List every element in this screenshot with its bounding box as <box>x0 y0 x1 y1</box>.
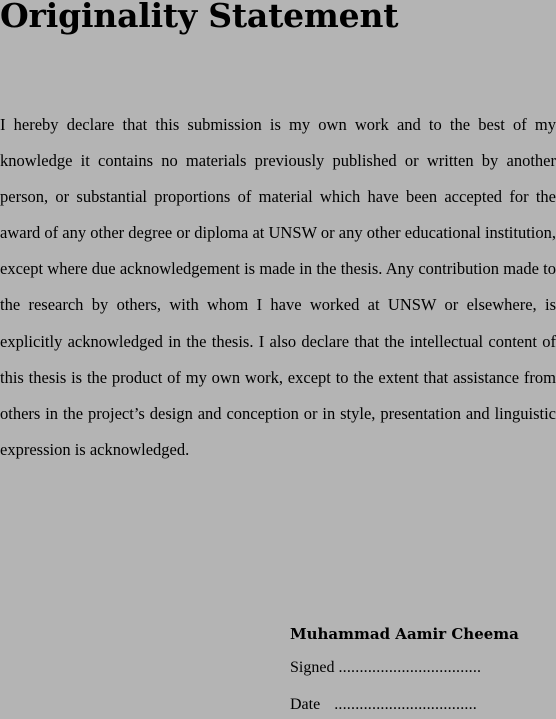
statement-paragraph: I hereby declare that this submission is my own work and to the best of my knowledge it contains no materials previously published or written by another person, or substantial proportions of material which have been accepted for the award of any other degree or diploma at UNSW or any other educational institution, except where due acknowledgement is made in the thesis. Any contribution made to the research by others, with whom I have worked at UNSW or elsewhere, is explicitly acknowledged in the thesis. I also declare that the intellectual content of this thesis is the product of my own work, except to the extent that assistance from others in the project’s design and conception or in style, presentation and linguistic expression is acknowledged. <box>0 115 556 459</box>
signed-label: Signed <box>290 659 335 676</box>
date-label: Date <box>290 696 321 713</box>
date-line <box>290 691 477 719</box>
signed-dots: .................................. <box>338 659 482 676</box>
signed-line <box>290 654 481 682</box>
page-title: Originality Statement <box>0 0 399 35</box>
signatory-name: Muhammad Aamir Cheema <box>290 625 519 643</box>
date-dots: .................................. <box>334 696 478 713</box>
